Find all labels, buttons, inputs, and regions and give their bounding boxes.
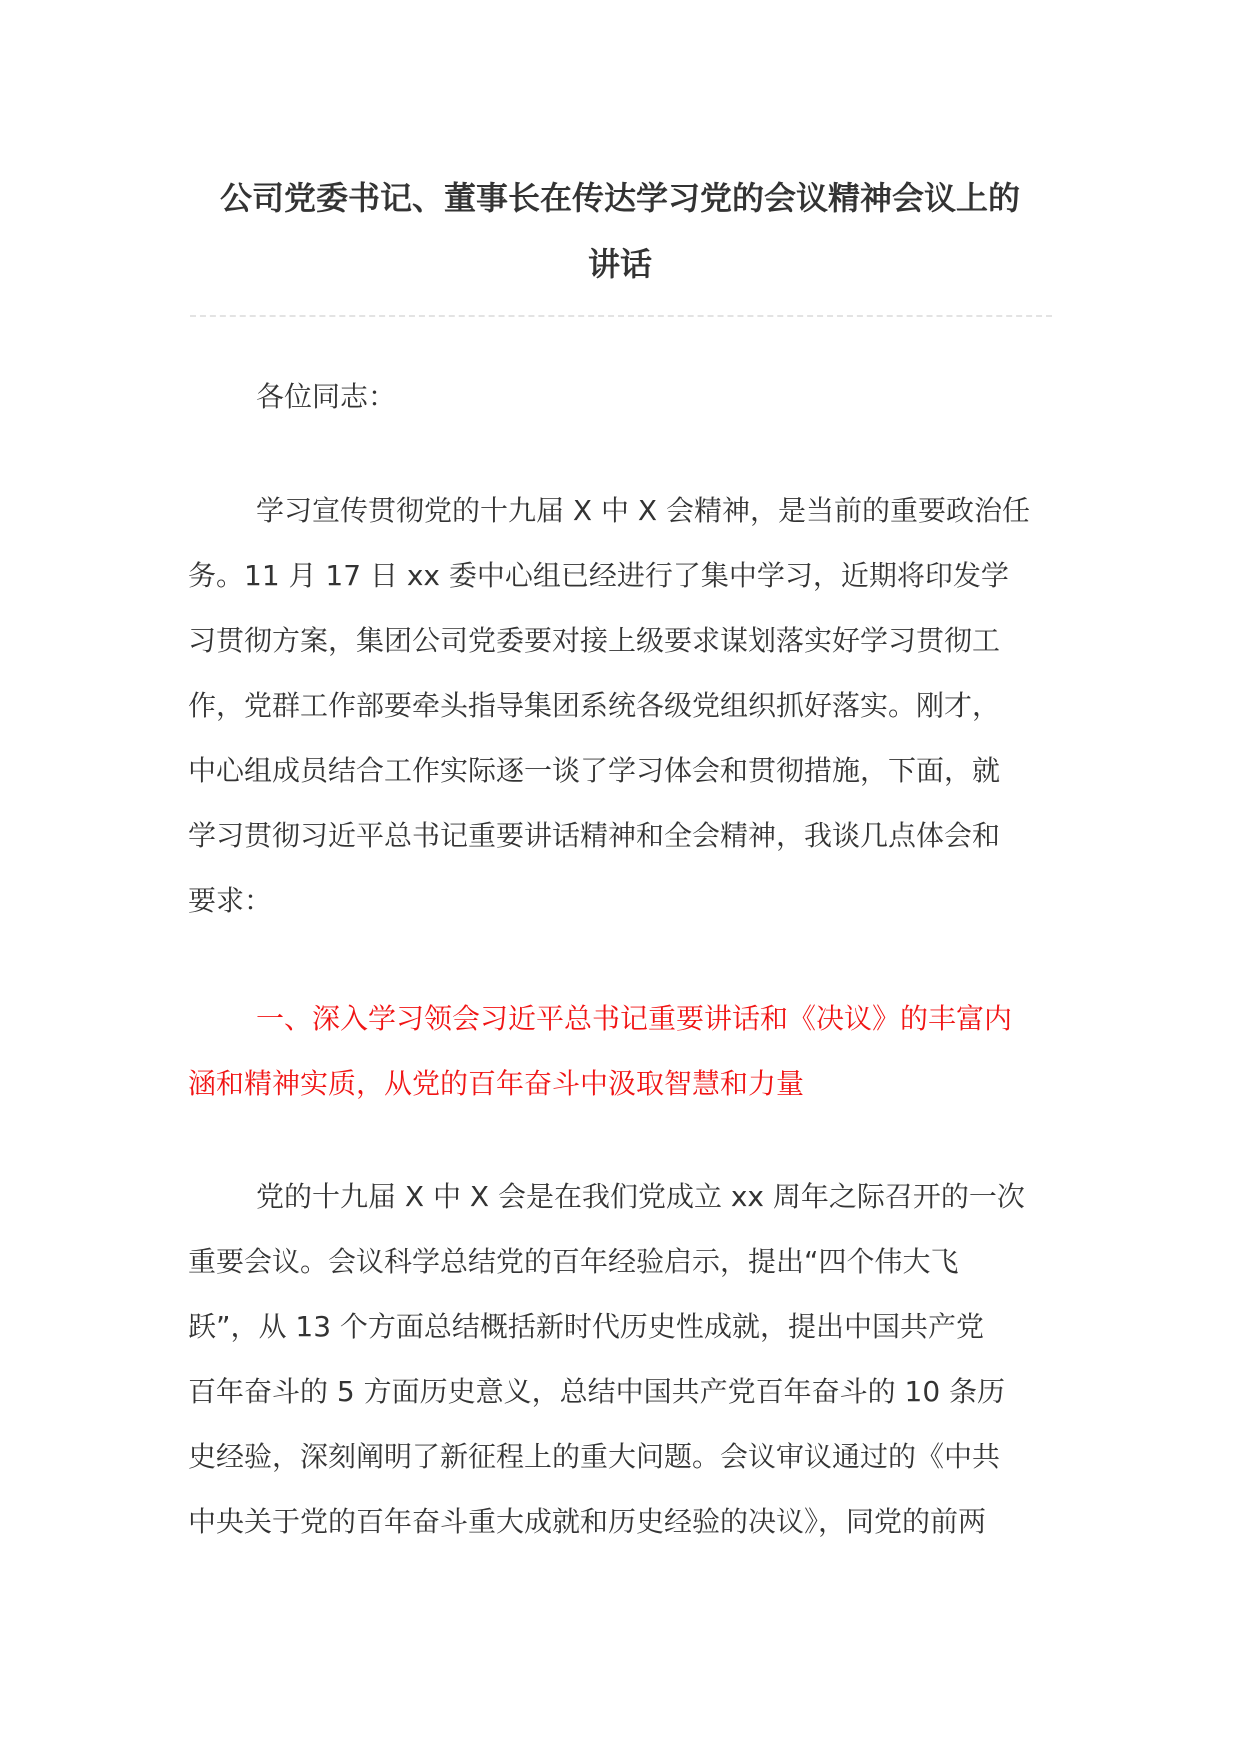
paragraph-1-line: 学习贯彻习近平总书记重要讲话精神和全会精神，我谈几点体会和 (188, 819, 1001, 852)
paragraph-2-line: 百年奋斗的 5 方面历史意义，总结中国共产党百年奋斗的 10 条历 (188, 1375, 1006, 1408)
paragraph-1-line: 习贯彻方案，集团公司党委要对接上级要求谋划落实好学习贯彻工 (188, 624, 1001, 657)
title-line-2: 讲话 (587, 245, 652, 283)
paragraph-1-line: 务。11 月 17 日 xx 委中心组已经进行了集中学习，近期将印发学 (188, 559, 1009, 592)
paragraph-2-line: 中央关于党的百年奋斗重大成就和历史经验的决议》，同党的前两 (188, 1505, 987, 1538)
paragraph-2-line: 党的十九届 X 中 X 会是在我们党成立 xx 周年之际召开的一次 (256, 1180, 1025, 1213)
document-title (190, 165, 1050, 297)
section-heading-1-line: 涵和精神实质，从党的百年奋斗中汲取智慧和力量 (188, 1067, 805, 1100)
paragraph-2-line: 史经验，深刻阐明了新征程上的重大问题。会议审议通过的《中共 (188, 1440, 1001, 1473)
paragraph-2 (188, 1164, 1068, 1554)
paragraph-1 (188, 478, 1068, 933)
salutation-text: 各位同志： (256, 380, 397, 413)
paragraph-1-line: 学习宣传贯彻党的十九届 X 中 X 会精神，是当前的重要政治任 (256, 494, 1030, 527)
title-divider (190, 315, 1052, 317)
section-heading-1 (188, 986, 1068, 1116)
salutation (188, 364, 1068, 429)
paragraph-2-line: 重要会议。会议科学总结党的百年经验启示，提出“四个伟大飞 (188, 1245, 959, 1278)
paragraph-2-line: 跃”，从 13 个方面总结概括新时代历史性成就，提出中国共产党 (188, 1310, 984, 1343)
title-line-1: 公司党委书记、董事长在传达学习党的会议精神会议上的 (219, 179, 1020, 217)
section-heading-1-line: 一、深入学习领会习近平总书记重要讲话和《决议》的丰富内 (256, 1002, 1013, 1035)
paragraph-1-line: 作，党群工作部要牵头指导集团系统各级党组织抓好落实。刚才， (188, 689, 1001, 722)
paragraph-1-line: 要求： (188, 884, 273, 917)
paragraph-1-line: 中心组成员结合工作实际逐一谈了学习体会和贯彻措施，下面，就 (188, 754, 1001, 787)
